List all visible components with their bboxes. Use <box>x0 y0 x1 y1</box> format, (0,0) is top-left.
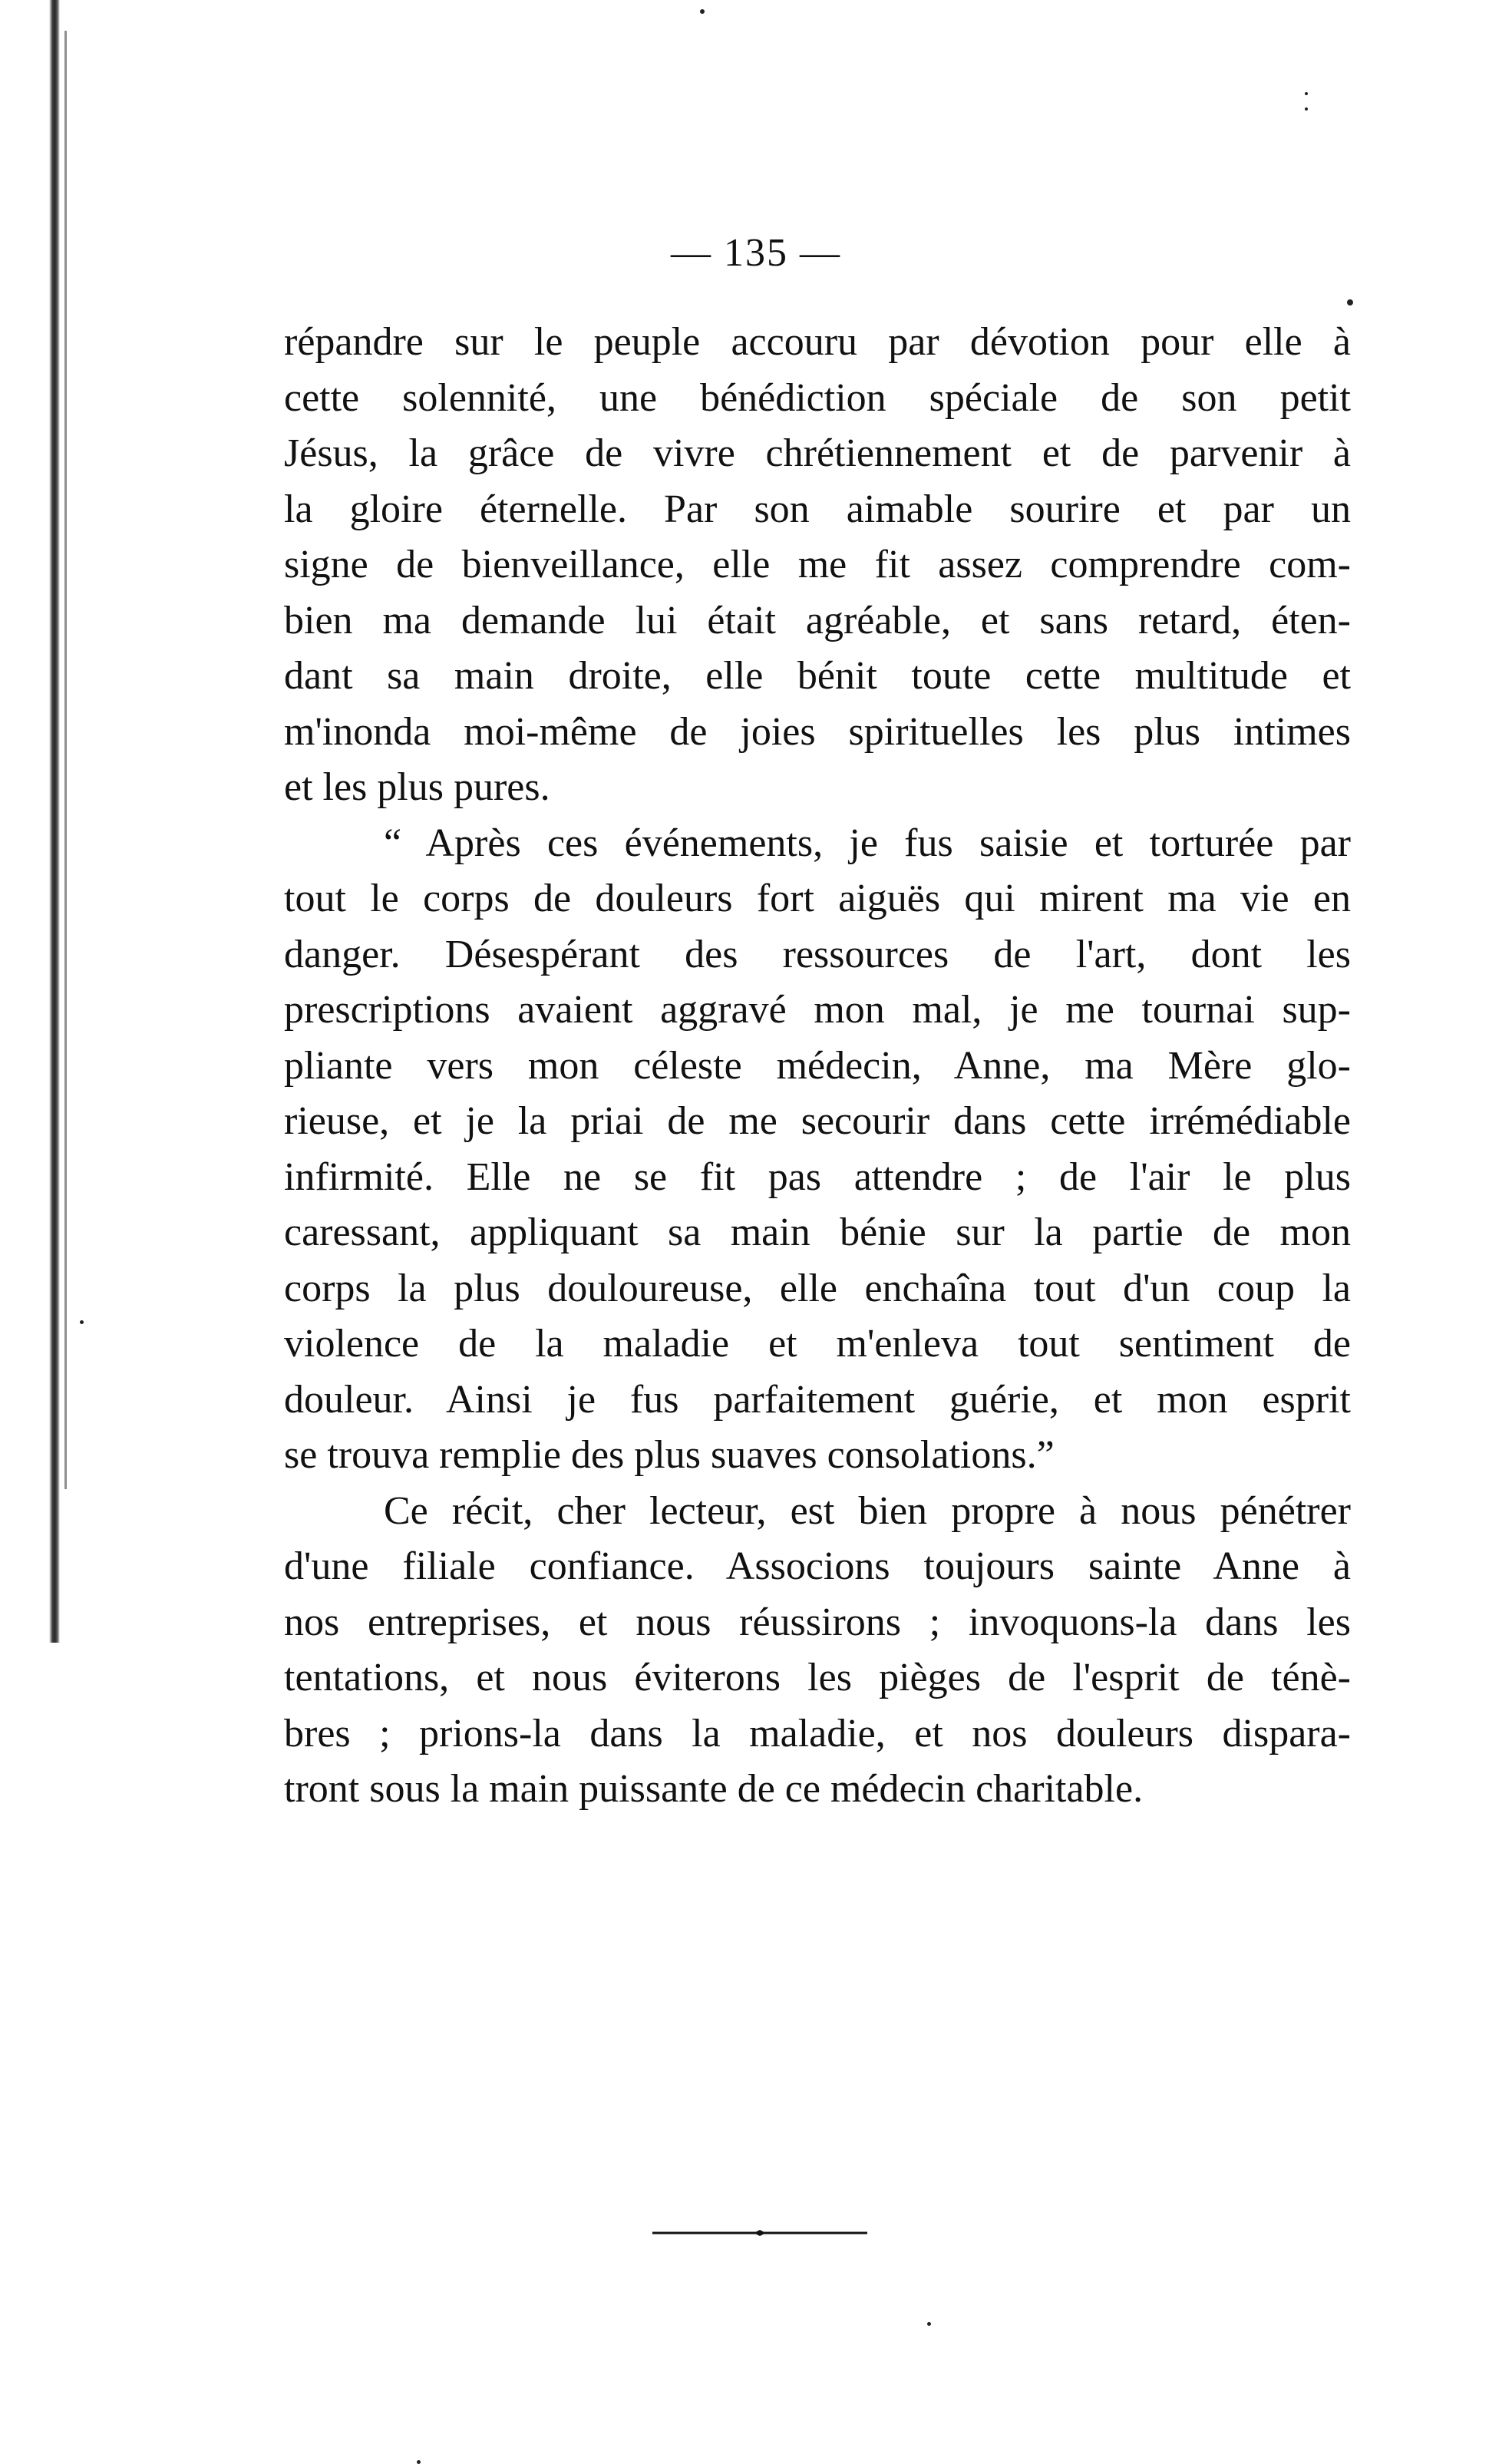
text-line: “ Après ces événements, je fus saisie et torturée par <box>384 821 1351 865</box>
end-ornament-rule <box>652 2230 867 2234</box>
paper-speck <box>927 2322 931 2326</box>
text-line: pliante vers mon céleste médecin, Anne, ma Mère glo- <box>284 1043 1351 1088</box>
text-line: bres ; prions-la dans la maladie, et nos douleurs dispara- <box>284 1711 1351 1756</box>
text-line: dant sa main droite, elle bénit toute cette multitude et <box>284 654 1351 698</box>
paper-speck <box>80 1320 84 1324</box>
paper-speck <box>1305 107 1308 111</box>
text-line: tront sous la main puissante de ce médecin charitable. <box>284 1767 1144 1811</box>
text-line: rieuse, et je la priai de me secourir dans cette irrémédiable <box>284 1099 1351 1143</box>
text-line: et les plus pures. <box>284 765 550 809</box>
text-line: nos entreprises, et nous réussirons ; invoquons-la dans les <box>284 1600 1351 1644</box>
text-line: prescriptions avaient aggravé mon mal, je me tournai sup- <box>284 988 1351 1032</box>
text-line: la gloire éternelle. Par son aimable sourire et par un <box>284 487 1351 531</box>
paper-speck <box>1347 299 1353 306</box>
text-line: m'inonda moi-même de joies spirituelles les plus intimes <box>284 709 1351 754</box>
text-line: répandre sur le peuple accouru par dévotion pour elle à <box>284 320 1351 364</box>
page-number: — 135 — <box>671 231 841 275</box>
text-line: danger. Désespérant des ressources de l'art, dont les <box>284 932 1351 976</box>
paper-speck <box>700 9 705 14</box>
paper-speck <box>1305 92 1308 95</box>
text-line: Jésus, la grâce de vivre chrétiennement et de parvenir à <box>284 431 1351 475</box>
text-line: violence de la maladie et m'enleva tout sentiment de <box>284 1322 1351 1366</box>
text-line: infirmité. Elle ne se fit pas attendre ; de l'air le plus <box>284 1154 1351 1199</box>
text-line: caressant, appliquant sa main bénie sur la partie de mon <box>284 1211 1351 1254</box>
body-text <box>284 315 1351 1818</box>
text-line: tentations, et nous éviterons les pièges de l'esprit de ténè- <box>284 1656 1351 1699</box>
text-line: corps la plus douloureuse, elle enchaîna tout d'un coup la <box>284 1266 1351 1310</box>
text-line: douleur. Ainsi je fus parfaitement guérie, et mon esprit <box>284 1377 1351 1422</box>
text-line: bien ma demande lui était agréable, et sans retard, éten- <box>284 598 1351 642</box>
text-line: d'une filiale confiance. Associons toujours sainte Anne à <box>284 1544 1351 1588</box>
text-line: signe de bienveillance, elle me fit assez comprendre com- <box>284 543 1351 586</box>
text-line: Ce récit, cher lecteur, est bien propre à nous pénétrer <box>384 1488 1351 1533</box>
text-line: cette solennité, une bénédiction spéciale de son petit <box>284 375 1351 420</box>
paper-speck <box>417 2460 421 2464</box>
text-line: tout le corps de douleurs fort aiguës qui mirent ma vie en <box>284 877 1351 920</box>
ornament-line-icon <box>652 2230 867 2236</box>
text-line: se trouva remplie des plus suaves consolations.” <box>284 1433 1055 1477</box>
